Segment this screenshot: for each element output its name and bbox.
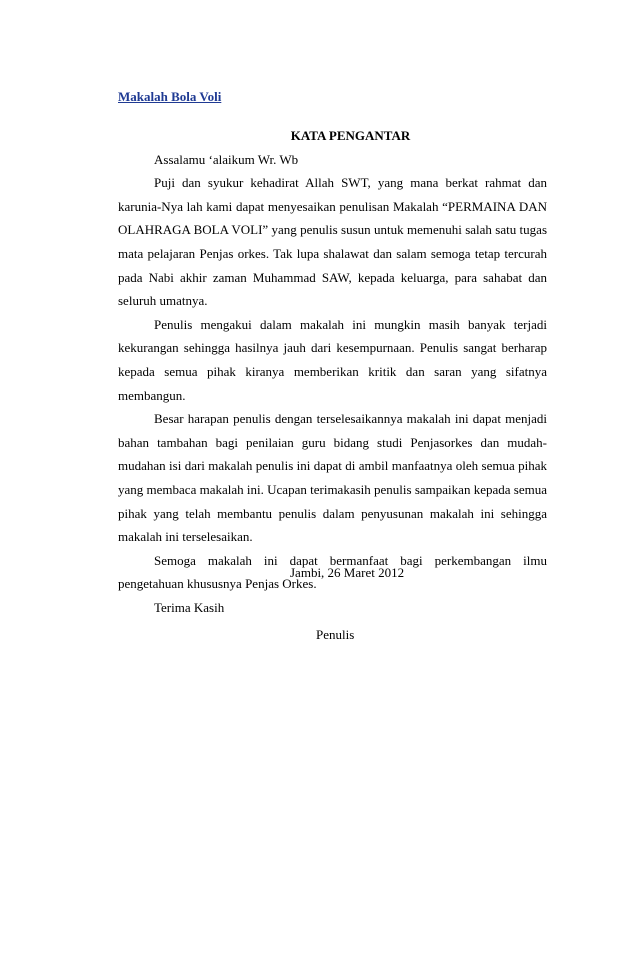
greeting-line: Assalamu ‘alaikum Wr. Wb [154,151,299,167]
document-title-link[interactable]: Makalah Bola Voli [118,89,222,104]
body-paragraph-1: Puji dan syukur kehadirat Allah SWT, yang mana berkat rahmat dan karunia-Nya lah kami dapat menyesaikan penulisan Makalah “PERMAINA DAN OLAHRAGA BOLA VOLI” yang penulis susun untuk memenuhi salah satu tugas mata pelajaran Penjas orkes. Tak lupa shalawat dan salam semoga tetap tercurah pada Nabi akhir zaman Muhammad SAW, kepada keluarga, para sahabat dan seluruh umatnya. [118,175,547,309]
document-body [118,124,547,619]
section-heading: KATA PENGANTAR [290,128,411,143]
body-paragraph-2: Penulis mengakui dalam makalah ini mungkin masih banyak terjadi kekurangan sehingga hasilnya jauh dari kesempurnaan. Penulis sangat berharap kepada semua pihak kiranya memberikan kritik dan saran yang sifatnya membangun. [118,316,547,403]
place-and-date: Jambi, 26 Maret 2012 [290,565,405,580]
body-paragraph-3: Besar harapan penulis dengan terselesaikannya makalah ini dapat menjadi bahan tambahan bagi penilaian guru bidang studi Penjasorkes dan mudah-mudahan isi dari makalah penulis ini dapat di ambil manfaatnya oleh semua pihak yang membaca makalah ini. Ucapan terimakasih penulis sampaikan kepada semua pihak yang telah membantu penulis dalam penyusunan makalah ini sehingga makalah ini terselesaikan. [118,411,547,545]
signer-name: Penulis [316,627,355,642]
closing-line: Terima Kasih [154,599,225,615]
body-paragraph-4: Semoga makalah ini dapat bermanfaat bagi perkembangan ilmu pengetahuan khususnya Penjas Orkes. [118,552,547,592]
